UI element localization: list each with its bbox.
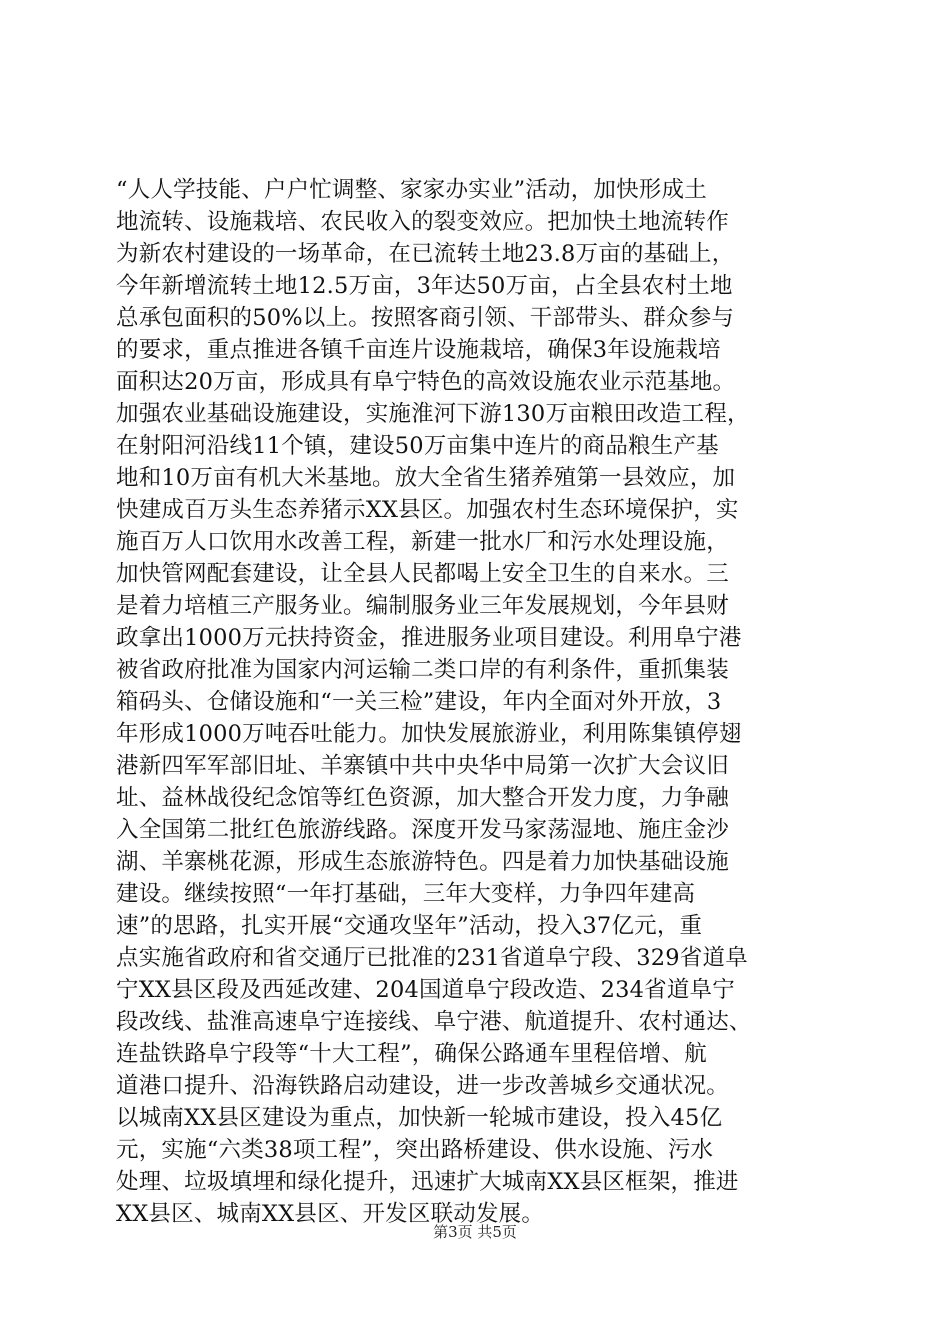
- text-line: 速”的思路，扎实开展“交通攻坚年”活动，投入37亿元，重: [116, 913, 703, 939]
- text-line: 湖、羊寨桃花源，形成生态旅游特色。四是着力加快基础设施: [116, 849, 729, 875]
- text-line: 总承包面积的50%以上。按照客商引领、干部带头、群众参与: [116, 305, 735, 331]
- text-line: 被省政府批准为国家内河运输二类口岸的有利条件，重抓集装: [116, 657, 729, 683]
- text-line: 宁XX县区段及西延改建、204国道阜宁段改造、234省道阜宁: [116, 977, 735, 1003]
- text-line: 地流转、设施栽培、农民收入的裂变效应。把加快土地流转作: [116, 209, 729, 235]
- text-line: XX县区、城南XX县区、开发区联动发展。: [116, 1201, 545, 1227]
- text-line: 快建成百万头生态养猪示XX县区。加强农村生态环境保护，实: [116, 497, 739, 523]
- text-line: 以城南XX县区建设为重点，加快新一轮城市建设，投入45亿: [116, 1105, 723, 1131]
- text-line: 道港口提升、沿海铁路启动建设，进一步改善城乡交通状况。: [116, 1073, 729, 1099]
- text-line: 处理、垃圾填埋和绿化提升，迅速扩大城南XX县区框架，推进: [116, 1169, 739, 1195]
- text-line: 加快管网配套建设，让全县人民都喝上安全卫生的自来水。三: [116, 561, 729, 587]
- text-line: 地和10万亩有机大米基地。放大全省生猪养殖第一县效应，加: [116, 465, 736, 491]
- text-line: 址、益林战役纪念馆等红色资源，加大整合开发力度，力争融: [116, 785, 729, 811]
- text-line: 施百万人口饮用水改善工程，新建一批水厂和污水处理设施，: [116, 529, 729, 555]
- text-line: 点实施省政府和省交通厅已批准的231省道阜宁段、329省道阜: [116, 945, 748, 971]
- text-line: “人人学技能、户户忙调整、家家办实业”活动，加快形成土: [116, 177, 707, 203]
- text-line: 段改线、盐淮高速阜宁连接线、阜宁港、航道提升、农村通达、: [116, 1009, 752, 1035]
- text-line: 加强农业基础设施建设，实施淮河下游130万亩粮田改造工程，: [116, 401, 750, 427]
- text-line: 建设。继续按照“一年打基础，三年大变样，力争四年建高: [116, 881, 696, 907]
- text-line: 箱码头、仓储设施和“一关三检”建设，年内全面对外开放，3: [116, 689, 722, 715]
- text-line: 为新农村建设的一场革命，在已流转土地23.8万亩的基础上，: [116, 241, 735, 267]
- body-text: [116, 174, 836, 1230]
- text-line: 是着力培植三产服务业。编制服务业三年发展规划，今年县财: [116, 593, 729, 619]
- text-line: 的要求，重点推进各镇千亩连片设施栽培，确保3年设施栽培: [116, 337, 721, 363]
- text-line: 连盐铁路阜宁段等“十大工程”，确保公路通车里程倍增、航: [116, 1041, 707, 1067]
- text-line: 入全国第二批红色旅游线路。深度开发马家荡湿地、施庄金沙: [116, 817, 729, 843]
- page-footer: 第3页 共5页: [433, 1223, 517, 1241]
- text-line: 面积达20万亩，形成具有阜宁特色的高效设施农业示范基地。: [116, 369, 736, 395]
- text-line: 在射阳河沿线11个镇，建设50万亩集中连片的商品粮生产基: [116, 433, 719, 459]
- text-line: 元，实施“六类38项工程”，突出路桥建设、供水设施、污水: [116, 1137, 714, 1163]
- text-line: 年形成1000万吨吞吐能力。加快发展旅游业，利用陈集镇停翅: [116, 721, 742, 747]
- text-line: 今年新增流转土地12.5万亩，3年达50万亩，占全县农村土地: [116, 273, 733, 299]
- text-line: 政拿出1000万元扶持资金，推进服务业项目建设。利用阜宁港: [116, 625, 742, 651]
- text-line: 港新四军军部旧址、羊寨镇中共中央华中局第一次扩大会议旧: [116, 753, 729, 779]
